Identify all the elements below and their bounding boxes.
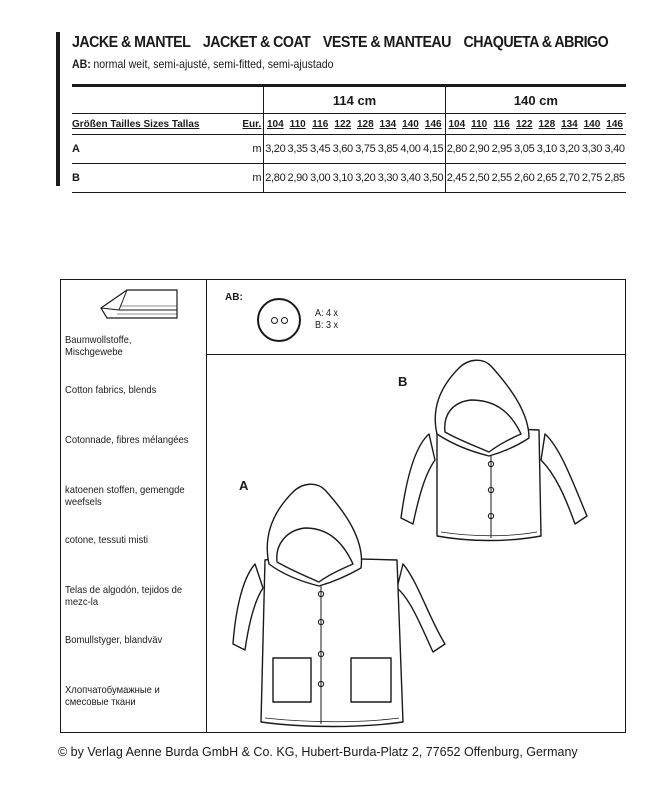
value-cell: 2,90 <box>468 135 491 164</box>
value-cell: 3,30 <box>377 164 400 193</box>
size-cell: 104 <box>264 114 287 135</box>
coat-a-drawing <box>221 460 461 730</box>
button-qty-b: B: 3 x <box>315 320 339 331</box>
value-cell: 2,55 <box>490 164 513 193</box>
row-label: B <box>72 164 241 193</box>
table-row-a <box>72 135 626 164</box>
size-cell: 104 <box>445 114 468 135</box>
fit-text: normal weit, semi-ajusté, semi-fitted, semi-ajustado <box>93 57 334 71</box>
view-label-a: A <box>239 478 249 493</box>
value-cell: 3,60 <box>331 135 354 164</box>
button-qty-a: A: 4 x <box>315 308 339 319</box>
size-cell: 134 <box>377 114 400 135</box>
fabric-suggestions-column <box>61 280 207 732</box>
value-cell: 4,15 <box>422 135 446 164</box>
value-cell: 3,10 <box>331 164 354 193</box>
value-cell: 3,40 <box>399 164 422 193</box>
row-label: A <box>72 135 241 164</box>
value-cell: 3,35 <box>286 135 309 164</box>
value-cell: 2,70 <box>558 164 581 193</box>
fabric-ru: Хлопчатобумажные и смесовые ткани <box>65 684 160 708</box>
value-cell: 2,80 <box>445 135 468 164</box>
value-cell: 3,20 <box>354 164 377 193</box>
size-cell: 122 <box>331 114 354 135</box>
value-cell: 2,95 <box>490 135 513 164</box>
button-hole-icon <box>271 317 278 324</box>
eur-label: Eur. <box>241 114 264 135</box>
value-cell: 2,75 <box>581 164 604 193</box>
value-cell: 2,45 <box>445 164 468 193</box>
fabric-en: Cotton fabrics, blends <box>65 384 157 396</box>
value-cell: 2,90 <box>286 164 309 193</box>
button-hole-icon <box>281 317 288 324</box>
title-en: JACKET & COAT <box>202 34 311 51</box>
fabric-and-notions-panel <box>60 279 626 733</box>
width-140-header: 140 cm <box>445 86 626 114</box>
fabric-requirement-table <box>72 84 626 193</box>
value-cell: 2,65 <box>536 164 559 193</box>
width-114-header: 114 cm <box>264 86 446 114</box>
fit-prefix: AB: <box>72 57 91 71</box>
size-cell: 146 <box>422 114 446 135</box>
value-cell: 3,50 <box>422 164 446 193</box>
table-row-b <box>72 164 626 193</box>
fabric-fr: Cotonnade, fibres mélangées <box>65 434 189 446</box>
notions-area <box>207 280 625 355</box>
size-cell: 110 <box>468 114 491 135</box>
value-cell: 3,20 <box>558 135 581 164</box>
table-corner <box>72 86 264 114</box>
size-cell: 128 <box>354 114 377 135</box>
value-cell: 3,40 <box>603 135 626 164</box>
fabric-sv: Bomullstyger, blandväv <box>65 634 163 646</box>
notions-label: AB: <box>225 292 243 303</box>
value-cell: 2,85 <box>603 164 626 193</box>
value-cell: 2,80 <box>264 164 287 193</box>
title-es: CHAQUETA & ABRIGO <box>463 34 609 51</box>
value-cell: 4,00 <box>399 135 422 164</box>
value-cell: 3,75 <box>354 135 377 164</box>
value-cell: 2,50 <box>468 164 491 193</box>
size-cell: 122 <box>513 114 536 135</box>
pattern-title <box>72 34 617 52</box>
size-cell: 110 <box>286 114 309 135</box>
row-unit: m <box>241 135 264 164</box>
size-cell: 140 <box>399 114 422 135</box>
value-cell: 3,20 <box>264 135 287 164</box>
value-cell: 3,05 <box>513 135 536 164</box>
value-cell: 3,10 <box>536 135 559 164</box>
fabric-it: cotone, tessuti misti <box>65 534 148 546</box>
value-cell: 2,60 <box>513 164 536 193</box>
value-cell: 3,00 <box>309 164 332 193</box>
view-label-b: B <box>398 374 408 389</box>
fabric-de: Baumwollstoffe, Mischgewebe <box>65 334 132 358</box>
fabric-nl: katoenen stoffen, gemengde weefsels <box>65 484 185 508</box>
size-cell: 140 <box>581 114 604 135</box>
title-de: JACKE & MANTEL <box>72 34 191 51</box>
row-unit: m <box>241 164 264 193</box>
size-cell: 116 <box>490 114 513 135</box>
fit-description <box>72 57 333 71</box>
sizes-header-row <box>72 114 626 135</box>
sizes-label: Größen Tailles Sizes Tallas <box>72 114 241 135</box>
size-cell: 128 <box>536 114 559 135</box>
folded-fabric-icon <box>97 284 181 324</box>
title-fr: VESTE & MANTEAU <box>322 34 451 51</box>
value-cell: 3,30 <box>581 135 604 164</box>
fabric-es: Telas de algodón, tejidos de mezc-la <box>65 584 183 608</box>
header-accent-bar <box>56 32 60 186</box>
size-cell: 146 <box>603 114 626 135</box>
value-cell: 3,45 <box>309 135 332 164</box>
button-icon <box>257 298 301 342</box>
size-cell: 134 <box>558 114 581 135</box>
value-cell: 3,85 <box>377 135 400 164</box>
copyright-notice: © by Verlag Aenne Burda GmbH & Co. KG, Hubert-Burda-Platz 2, 77652 Offenburg, Germany <box>58 745 578 759</box>
size-cell: 116 <box>309 114 332 135</box>
